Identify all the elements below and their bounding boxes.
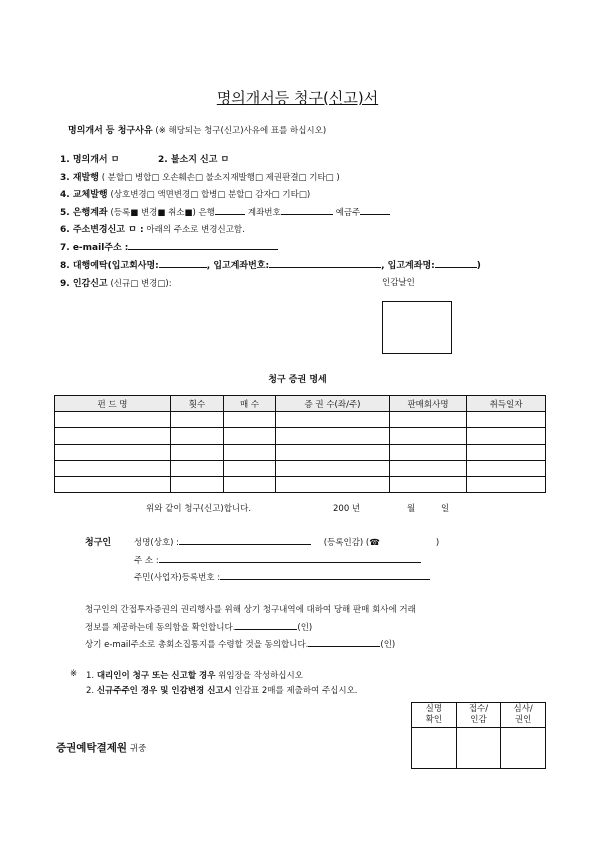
col-fund-name: 펀 드 명 [55,396,171,412]
claimant-address-label: 주 소 : [134,556,159,566]
item-7-label: 7. e-mail주소 : [60,243,129,253]
table-cell[interactable] [224,428,276,444]
item-5-options[interactable]: (등록■ 변경■ 취소■) 은행 [110,208,215,218]
item-6-label[interactable]: 6. 주소변경신고 ㅁ : [60,225,144,235]
footer-org: 증권예탁결제원 [56,742,128,754]
deposit-account-name-field[interactable] [435,258,477,268]
approval-header-receipt: 접수/ 인감 [456,703,501,728]
table-cell[interactable] [276,428,390,444]
table-cell[interactable] [390,412,467,428]
col-acquisition-date: 취득일자 [467,396,546,412]
seal-box[interactable] [382,301,452,354]
note-2 [86,684,358,696]
item-1-transfer[interactable]: 1. 명의개서 ㅁ [60,155,120,165]
claimant-id-row [134,570,430,583]
table-cell[interactable] [171,428,224,444]
approval-header-row [412,703,546,728]
item-3-label: 3. 재발행 [60,173,99,183]
declaration-year[interactable]: 200 년 [333,504,361,514]
claimant-name-label: 성명(상호) : [134,538,180,548]
table-cell[interactable] [55,428,171,444]
item-5-account-label: 계좌번호 [247,208,281,218]
item-7-email [60,240,278,253]
item-3-reissue [60,170,340,183]
approval-header-name-check: 실명 확인 [412,703,457,728]
declaration-text: 위와 같이 청구(신고)합니다. [146,504,252,514]
approval-table [411,702,546,769]
deposit-account-number-field[interactable] [269,258,381,268]
email-field[interactable] [128,240,278,250]
notes-mark: ※ [70,669,78,679]
table-row [55,444,546,460]
note-2-bold: 신규주주인 경우 및 인감변경 신고시 [96,686,232,696]
consent-signature-2-field[interactable] [308,637,380,647]
item-4-options[interactable]: (상호변경□ 액면변경□ 합병□ 분할□ 감자□ 기타□) [110,190,311,200]
table-cell[interactable] [224,444,276,460]
note-1-number: 1. [86,671,95,681]
bank-name-field[interactable] [215,205,245,215]
claimant-name-field[interactable] [179,535,311,545]
table-cell[interactable] [390,444,467,460]
item-5-label: 5. 은행계좌 [60,208,108,218]
col-sheets: 매 수 [224,396,276,412]
consent-line-2-text: 정보를 제공하는데 동의함을 확인합니다. [85,623,236,633]
table-cell[interactable] [224,412,276,428]
seal-label: 인감날인 [382,278,415,288]
consent-line-2-sign: (인) [297,623,313,633]
table-cell[interactable] [55,412,171,428]
reason-header-label: 명의개서 등 청구사유 [68,126,153,136]
claimant-name-row [134,535,439,548]
table-cell[interactable] [55,460,171,476]
approval-sign-row [412,728,546,769]
item-3-options[interactable]: ( 분할□ 병합□ 오손훼손□ 불소지재발행□ 제권판결□ 기타□ ) [101,173,340,183]
table-cell[interactable] [467,460,546,476]
consent-signature-1-field[interactable] [235,620,297,630]
note-2-number: 2. [86,686,95,696]
account-holder-field[interactable] [360,205,390,215]
claimant-id-label: 주민(사업자)등록번호 : [134,573,221,583]
table-cell[interactable] [467,444,546,460]
claimant-id-field[interactable] [220,570,430,580]
item-8-label: 8. 대행예탁(입고회사명: [60,261,159,271]
table-cell[interactable] [390,460,467,476]
table-cell[interactable] [55,476,171,492]
item-2-non-possession[interactable]: 2. 불소지 신고 ㅁ [158,155,230,165]
form-title: 명의개서등 청구(신고)서 [216,89,379,107]
table-cell[interactable] [171,460,224,476]
note-1-rest: 위임장을 작성하십시오 [218,671,303,681]
securities-table [54,395,546,493]
approval-cell[interactable] [412,728,457,769]
table-cell[interactable] [467,428,546,444]
item-8-close: ) [476,261,481,271]
securities-heading: 청구 증권 명세 [268,375,327,385]
table-cell[interactable] [224,460,276,476]
table-row [55,476,546,492]
approval-cell[interactable] [456,728,501,769]
item-8-account-label: , 입고계좌번호: [206,261,270,271]
reason-header-note: (※ 해당되는 청구(신고)사유에 표를 하십시오) [155,126,327,136]
table-cell[interactable] [467,412,546,428]
table-cell[interactable] [276,476,390,492]
item-9-options[interactable]: (신규□ 변경□): [110,279,172,289]
consent-line-2 [85,620,312,633]
item-8-deposit [60,258,481,271]
table-row [55,412,546,428]
table-cell[interactable] [224,476,276,492]
note-1-bold: 대리인이 청구 또는 신고할 경우 [96,671,216,681]
table-cell[interactable] [171,476,224,492]
footer-recipient [56,740,146,755]
note-2-rest: 인감표 2매를 제출하여 주십시오. [234,686,358,696]
col-securities-qty: 증 권 수(좌/주) [276,396,390,412]
table-cell[interactable] [276,412,390,428]
deposit-company-field[interactable] [159,258,207,268]
item-9-seal [60,276,172,289]
note-1 [86,669,303,681]
table-row [55,460,546,476]
table-row [55,428,546,444]
claimant-address-row [134,553,421,566]
claimant-seal-close: ) [435,538,440,548]
table-cell[interactable] [390,476,467,492]
claimant-seal-label: (등록인감) (☎ [323,538,380,548]
item-5-bank-account [60,205,390,218]
table-cell[interactable] [171,444,224,460]
reason-header [68,123,326,136]
declaration-day[interactable]: 일 [441,504,450,514]
table-cell[interactable] [171,412,224,428]
col-count: 횟수 [171,396,224,412]
consent-line-3-text: 상기 e-mail주소로 총회소집통지를 수령할 것을 동의합니다. [85,640,309,650]
table-cell[interactable] [55,444,171,460]
consent-line-3-sign: (인) [380,640,396,650]
securities-header-row [55,396,546,412]
approval-header-review: 심사/ 권인 [501,703,546,728]
table-cell[interactable] [276,444,390,460]
approval-cell[interactable] [501,728,546,769]
item-6-text: 아래의 주소로 변경신고함. [146,225,245,235]
claimant-address-field[interactable] [159,553,421,563]
declaration-month[interactable]: 월 [407,504,416,514]
consent-line-1: 청구인의 간접투자증권의 권리행사를 위해 상기 청구내역에 대하여 당해 판매 회사에 거래 [85,605,416,615]
table-cell[interactable] [390,428,467,444]
claimant-label: 청구인 [85,538,112,548]
col-sales-company: 판매회사명 [390,396,467,412]
item-4-label: 4. 교체발행 [60,190,108,200]
consent-line-3 [85,637,395,650]
footer-suffix: 귀중 [129,744,147,754]
item-5-holder-label: 예금주 [335,208,361,218]
account-number-field[interactable] [281,205,333,215]
item-8-name-label: , 입고계좌명: [381,261,435,271]
item-4-exchange [60,187,310,200]
item-9-label: 9. 인감신고 [60,279,108,289]
table-cell[interactable] [467,476,546,492]
table-cell[interactable] [276,460,390,476]
item-6-address-change [60,222,245,235]
